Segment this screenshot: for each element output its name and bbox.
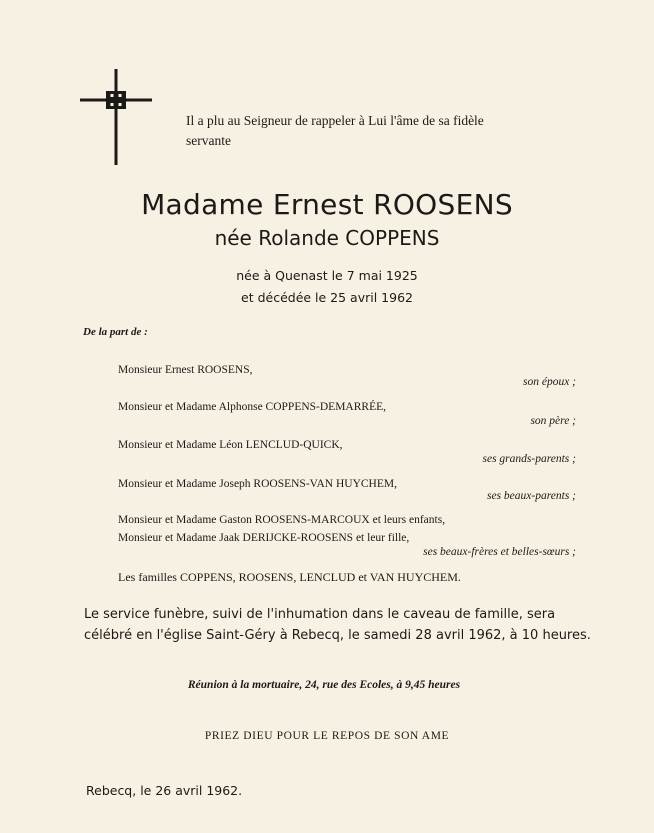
intro-line-1: Il a plu au Seigneur de rappeler à Lui l'âme de sa fidèle — [186, 113, 484, 128]
intro-line-2: servante — [186, 133, 231, 148]
mourner-name: Monsieur et Madame Jaak DERIJCKE-ROOSENS et leur fille, — [118, 532, 410, 544]
service-line-2: célébré en l'église Saint-Géry à Rebecq, le samedi 28 avril 1962, à 10 heures. — [84, 628, 591, 643]
mourner-name: Monsieur et Madame Gaston ROOSENS-MARCOUX et leurs enfants, — [118, 514, 446, 526]
birth-line: née à Quenast le 7 mai 1925 — [236, 268, 418, 283]
cross-icon — [80, 69, 152, 165]
mourner-name: Monsieur et Madame Joseph ROOSENS-VAN HUYCHEM, — [118, 478, 397, 490]
place-date: Rebecq, le 26 avril 1962. — [86, 783, 243, 798]
mourner-relation: ses beaux-parents ; — [487, 490, 576, 502]
mourner-relation: son père ; — [530, 415, 576, 427]
mourner-name: Monsieur Ernest ROOSENS, — [118, 364, 253, 376]
mourner-relation: son époux ; — [522, 376, 576, 388]
mourner-relation: ses beaux-frères et belles-sœurs ; — [423, 546, 576, 558]
families-line: Les familles COPPENS, ROOSENS, LENCLUD et VAN HUYCHEM. — [118, 570, 461, 584]
mourner-name: Monsieur et Madame Alphonse COPPENS-DEMARRÉE, — [118, 401, 387, 413]
maiden-name: née Rolande COPPENS — [214, 226, 440, 250]
mourner-name: Monsieur et Madame Léon LENCLUD-QUICK, — [118, 439, 343, 451]
prayer-line: PRIEZ DIEU POUR LE REPOS DE SON AME — [204, 730, 450, 742]
service-line-1: Le service funèbre, suivi de l'inhumation dans le caveau de famille, sera — [84, 607, 556, 622]
from-label: De la part de : — [83, 326, 148, 338]
mourner-relation: ses grands-parents ; — [482, 453, 576, 465]
deceased-name: Madame Ernest ROOSENS — [141, 188, 513, 221]
reunion-line: Réunion à la mortuaire, 24, rue des Ecoles, à 9,45 heures — [187, 679, 461, 691]
death-line: et décédée le 25 avril 1962 — [241, 290, 413, 305]
